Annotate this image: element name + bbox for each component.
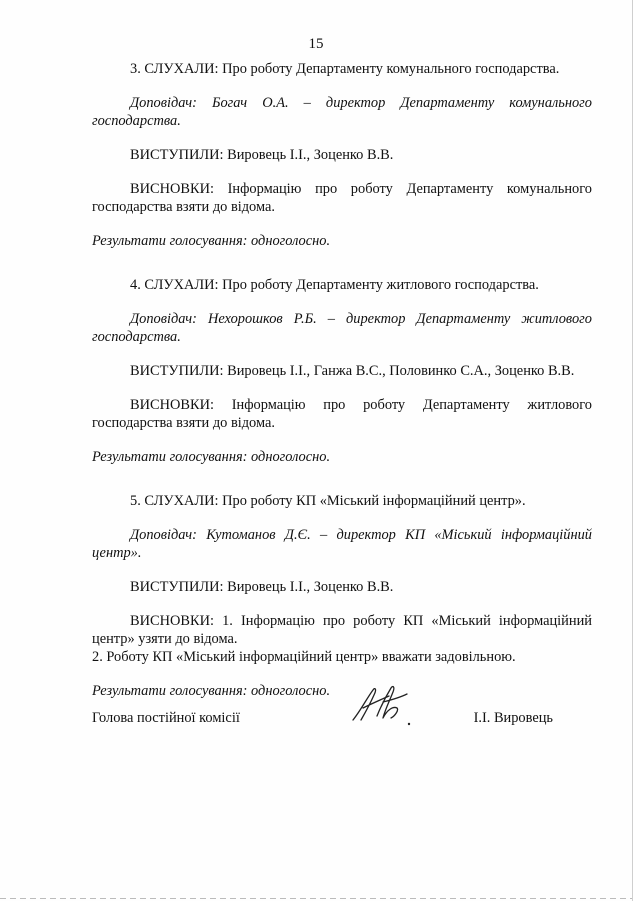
item-4-heard: 4. СЛУХАЛИ: Про роботу Департаменту житлового господарства.: [130, 277, 539, 293]
signature-block: [92, 706, 553, 746]
item-4-vote: Результати голосування: одноголосно.: [92, 449, 331, 465]
item-4-conclusions: ВИСНОВКИ: Інформацію про роботу Департаменту житлового господарства взяти до відома.: [92, 397, 592, 431]
minutes-body: [92, 60, 592, 700]
item-3-speaker: Доповідач: Богач О.А. – директор Департаменту комунального господарства.: [92, 95, 592, 129]
item-5-conclusions-2: 2. Роботу КП «Міський інформаційний центр» вважати задовільною.: [92, 649, 516, 665]
page-number: 15: [308, 36, 324, 52]
item-3-spoke: ВИСТУПИЛИ: Вировець І.І., Зоценко В.В.: [130, 147, 394, 163]
item-3-heard: 3. СЛУХАЛИ: Про роботу Департаменту комунального господарства.: [130, 61, 560, 77]
item-4-spoke: ВИСТУПИЛИ: Вировець І.І., Ганжа В.С., Половинко С.А., Зоценко В.В.: [130, 363, 575, 379]
signatory-title: Голова постійної комісії: [92, 710, 240, 726]
item-3-vote: Результати голосування: одноголосно.: [92, 233, 331, 249]
item-4-speaker: Доповідач: Нехорошков Р.Б. – директор Департаменту житлового господарства.: [92, 311, 592, 345]
item-5-spoke: ВИСТУПИЛИ: Вировець І.І., Зоценко В.В.: [130, 579, 394, 595]
item-5-vote: Результати голосування: одноголосно.: [92, 683, 331, 699]
item-5-heard: 5. СЛУХАЛИ: Про роботу КП «Міський інформаційний центр».: [130, 493, 526, 509]
item-5-conclusions: ВИСНОВКИ: 1. Інформацію про роботу КП «Міський інформаційний центр» узяти до відома.: [92, 613, 592, 647]
handwritten-signature: [347, 680, 417, 730]
item-5-speaker: Доповідач: Кутоманов Д.Є. – директор КП «Міський інформаційний центр».: [92, 527, 592, 561]
item-3-conclusions: ВИСНОВКИ: Інформацію про роботу Департаменту комунального господарства взяти до відома.: [92, 181, 592, 215]
signatory-name: І.І. Вировець: [473, 710, 553, 726]
